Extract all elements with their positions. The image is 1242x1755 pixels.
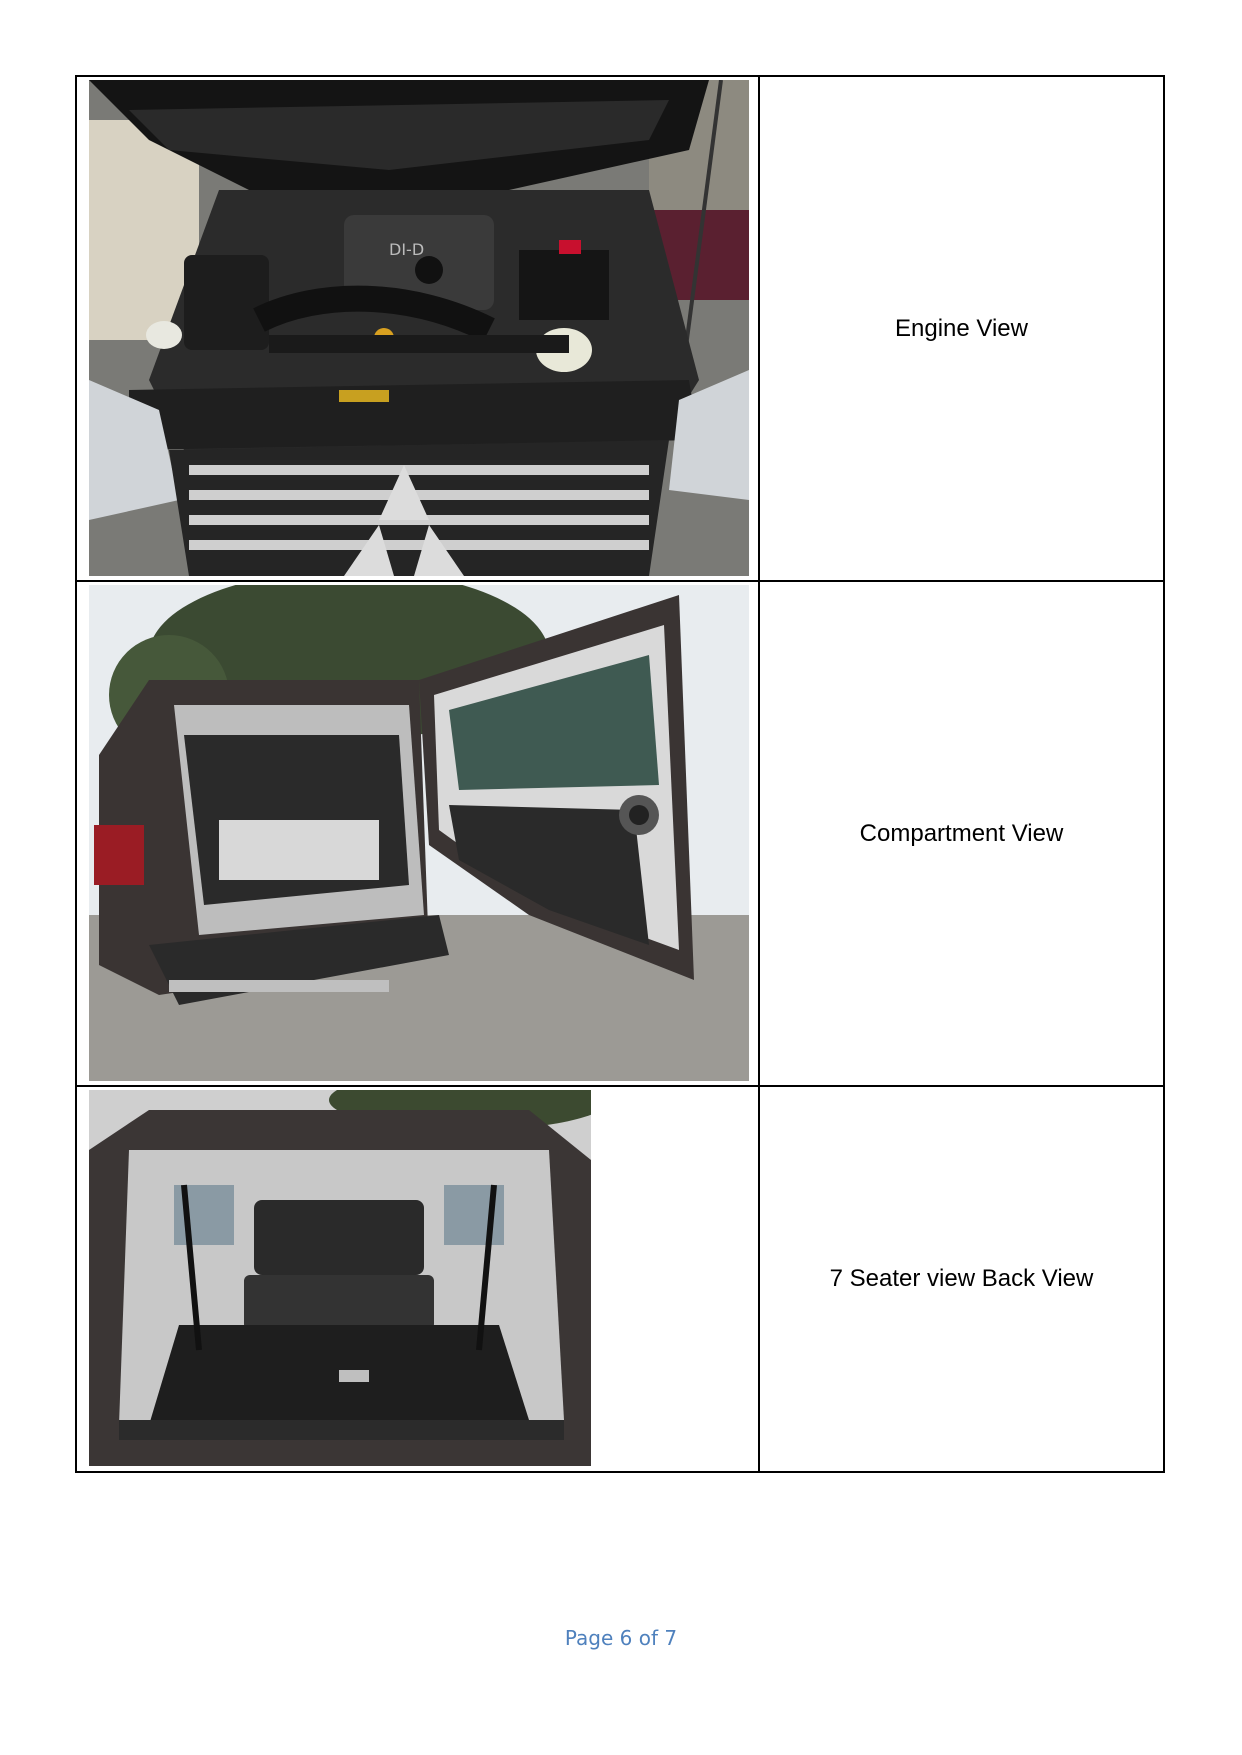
svg-text:DI-D: DI-D (389, 240, 425, 259)
seven-seater-rear-interior-photo (89, 1090, 591, 1466)
photo-caption: Engine View (895, 314, 1028, 342)
label-cell-seven-seater (759, 1086, 1164, 1472)
label-cell-compartment (759, 581, 1164, 1086)
photo-cell-compartment (76, 581, 759, 1086)
table-row (76, 1086, 1164, 1472)
photo-caption: 7 Seater view Back View (829, 1265, 1094, 1292)
vehicle-photo-table (75, 75, 1165, 1473)
label-cell-engine (759, 76, 1164, 581)
rear-compartment-tailgate-open-photo (89, 585, 749, 1081)
photo-cell-seven-seater (76, 1086, 759, 1472)
page-number: Page 6 of 7 (564, 1626, 678, 1650)
table-row (76, 76, 1164, 581)
engine-bay-photo (89, 80, 749, 576)
photo-cell-engine (76, 76, 759, 581)
photo-caption: Compartment View (859, 819, 1064, 847)
table-row (76, 581, 1164, 1086)
